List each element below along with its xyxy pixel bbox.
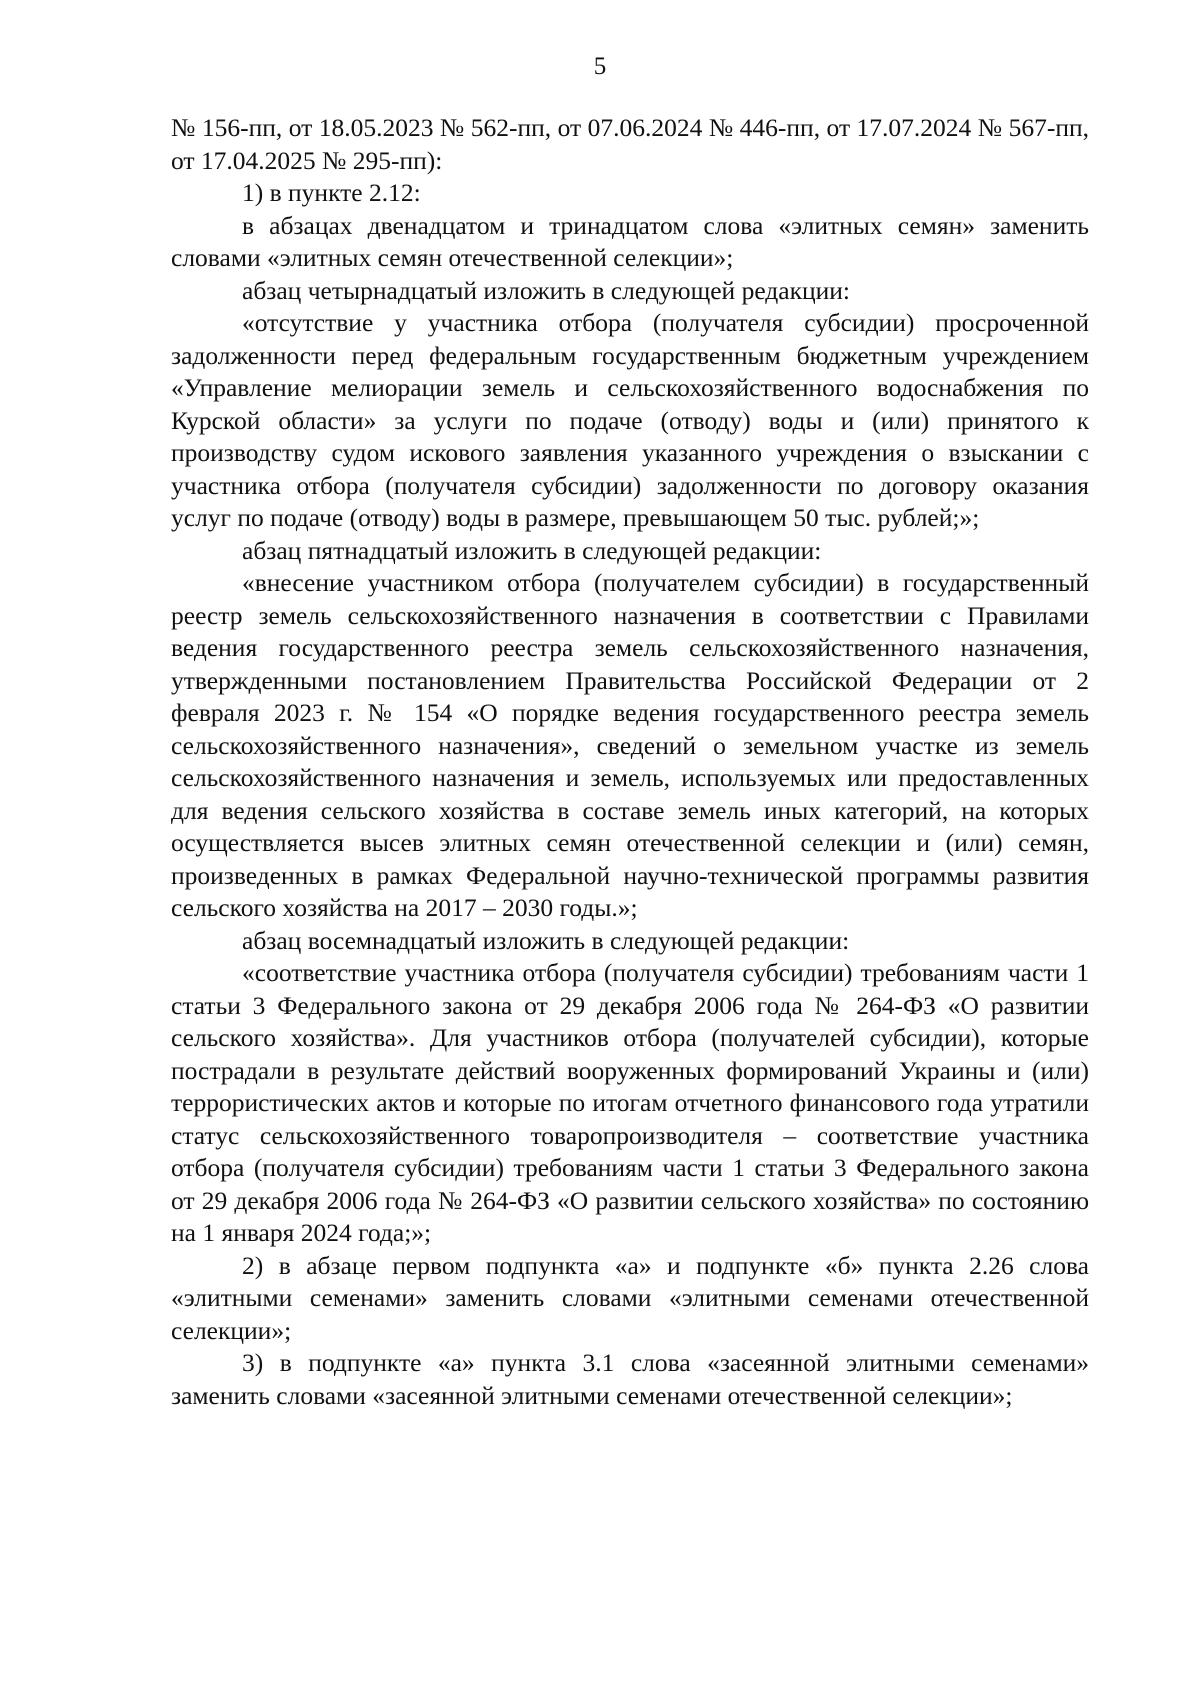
- paragraph-fifteenth-text: «внесение участником отбора (получателем субсидии) в государственный реестр земель сельскохозяйственного назначения в соответствии с Правилами ведения государственного реестра земель сельскохозяйственного назначения, утвержденными постановлением Правительства Российской Федерации от 2 февраля 2023 г. № 154 «О порядке ведения государственного реестра земель сельскохозяйственного назначения», сведений о земельном участке из земель сельскохозяйственного назначения и земель, используемых или предоставленных для ведения сельского хозяйства в составе земель иных категорий, на которых осуществляется высев элитных семян отечественной селекции и (или) семян, произведенных в рамках Федеральной научно-технической программы развития сельского хозяйства на 2017 – 2030 годы.»;: [171, 568, 1089, 922]
- paragraph-amendment-list-end: № 156-пп, от 18.05.2023 № 562-пп, от 07.06.2024 № 446-пп, от 17.07.2024 № 567-пп, от 17.04.2025 № 295-пп):: [171, 113, 1089, 175]
- page-number: 5: [593, 53, 607, 80]
- paragraph-fifteenth-intro: абзац пятнадцатый изложить в следующей редакции:: [242, 535, 822, 565]
- paragraph-fourteenth-intro: абзац четырнадцатый изложить в следующей редакции:: [242, 275, 851, 305]
- paragraph-item-1: 1) в пункте 2.12:: [242, 178, 421, 207]
- paragraph-fourteenth-text: «отсутствие у участника отбора (получателя субсидии) просроченной задолженности перед федеральным государственным бюджетным учреждением «Управление мелиорации земель и сельскохозяйственного водоснабжения по Курской области» за услуги по подаче (отводу) воды и (или) принятого к производству судом искового заявления указанного учреждения о взыскании с участника отбора (получателя субсидии) задолженности по договору оказания услуг по подаче (отводу) воды в размере, превышающем 50 тыс. рублей;»;: [171, 308, 1089, 532]
- paragraph-eighteenth-text: «соответствие участника отбора (получателя субсидии) требованиям части 1 статьи 3 Федерального закона от 29 декабря 2006 года № 264-ФЗ «О развитии сельского хозяйства». Для участников отбора (получателей субсидии), которые пострадали в результате действий вооруженных формирований Украины и (или) террористических актов и которые по итогам отчетного финансового года утратили статус сельскохозяйственного товаропроизводителя – соответствие участника отбора (получателя субсидии) требованиям части 1 статьи 3 Федерального закона от 29 декабря 2006 года № 264-ФЗ «О развитии сельского хозяйства» по состоянию на 1 января 2024 года;»;: [171, 958, 1089, 1247]
- document-body: [171, 112, 1089, 1412]
- paragraph-eighteenth-intro: абзац восемнадцатый изложить в следующей редакции:: [242, 925, 850, 955]
- paragraph-item-3: 3) в подпункте «а» пункта 3.1 слова «засеянной элитными семенами» заменить словами «засеянной элитными семенами отечественной селекции»;: [171, 1348, 1089, 1410]
- paragraph-item-2: 2) в абзаце первом подпункта «а» и подпункте «б» пункта 2.26 слова «элитными семенами» заменить словами «элитными семенами отечественной селекции»;: [171, 1250, 1089, 1345]
- paragraph-replace-elite-seeds: в абзацах двенадцатом и тринадцатом слова «элитных семян» заменить словами «элитных семян отечественной селекции»;: [171, 210, 1089, 272]
